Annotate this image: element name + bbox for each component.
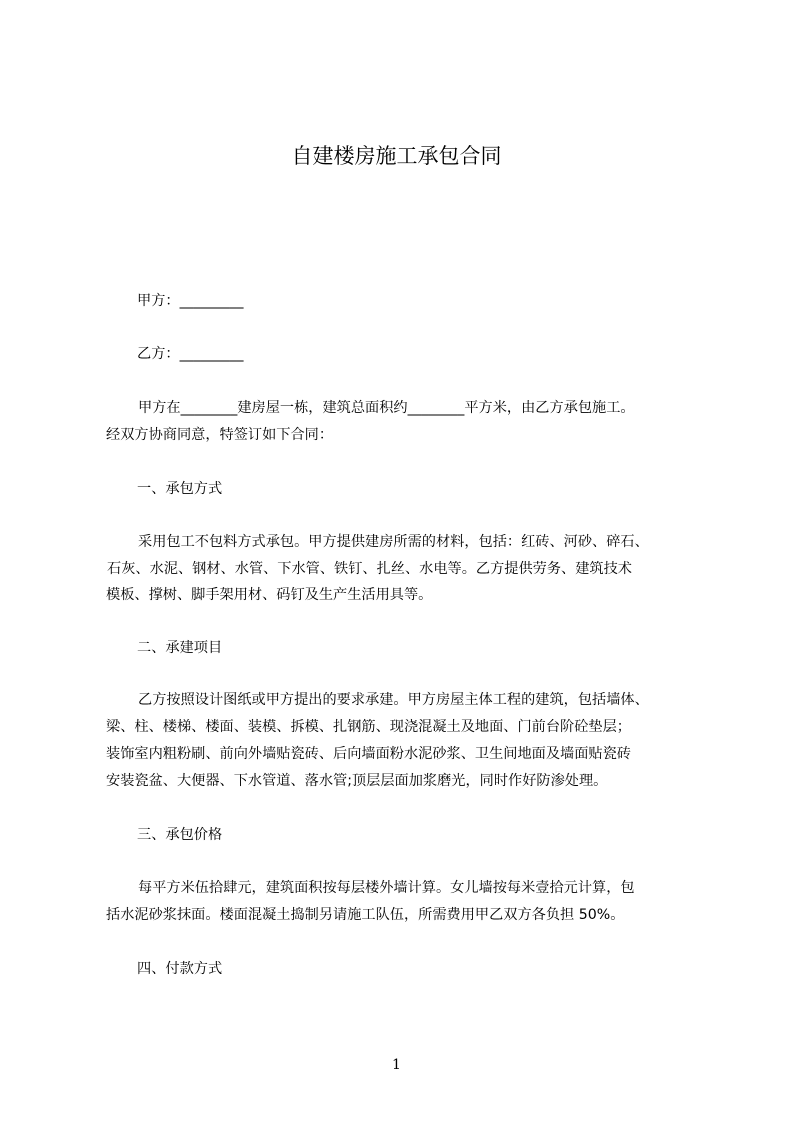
page-number: 1 (392, 1057, 401, 1073)
section-3-line-2: 括水泥砂浆抹面。楼面混凝土捣制另请施工队伍，所需费用甲乙双方各负担 50%。 (106, 907, 625, 923)
party-b-line: 乙方：_________ (137, 346, 244, 362)
section-3-line-1: 每平方米伍拾肆元，建筑面积按每层楼外墙计算。女儿墙按每米壹拾元计算，包 (138, 880, 635, 896)
section-2-line-4: 安装瓷盆、大便器、下水管道、落水管;顶层层面加浆磨光，同时作好防渗处理。 (106, 773, 608, 789)
party-a-line: 甲方：_________ (137, 293, 244, 309)
section-2-line-2: 梁、柱、楼梯、楼面、装模、拆模、扎钢筋、现浇混凝土及地面、门前台阶砼垫层； (106, 719, 631, 735)
intro-line-2: 经双方协商同意，特签订如下合同： (106, 427, 334, 443)
section-heading-construction-items: 二、承建项目 (137, 640, 223, 656)
section-heading-contract-method: 一、承包方式 (137, 481, 223, 497)
section-heading-contract-price: 三、承包价格 (137, 827, 223, 843)
section-1-line-3: 模板、撑树、脚手架用材、码钉及生产生活用具等。 (106, 587, 433, 603)
document-title: 自建楼房施工承包合同 (291, 144, 502, 168)
section-2-line-3: 装饰室内粗粉刷、前向外墙贴瓷砖、后向墙面粉水泥砂浆、卫生间地面及墙面贴瓷砖 (106, 746, 631, 762)
section-2-line-1: 乙方按照设计图纸或甲方提出的要求承建。甲方房屋主体工程的建筑，包括墙体、 (138, 692, 649, 708)
section-1-line-2: 石灰、水泥、钢材、水管、下水管、铁钉、扎丝、水电等。乙方提供劳务、建筑技术 (107, 561, 632, 577)
section-heading-payment-method: 四、付款方式 (137, 961, 223, 977)
intro-line-1: 甲方在________建房屋一栋，建筑总面积约________平方米，由乙方承包施工。 (138, 400, 635, 416)
section-1-line-1: 采用包工不包料方式承包。甲方提供建房所需的材料，包括：红砖、河砂、碎石、 (138, 534, 649, 550)
